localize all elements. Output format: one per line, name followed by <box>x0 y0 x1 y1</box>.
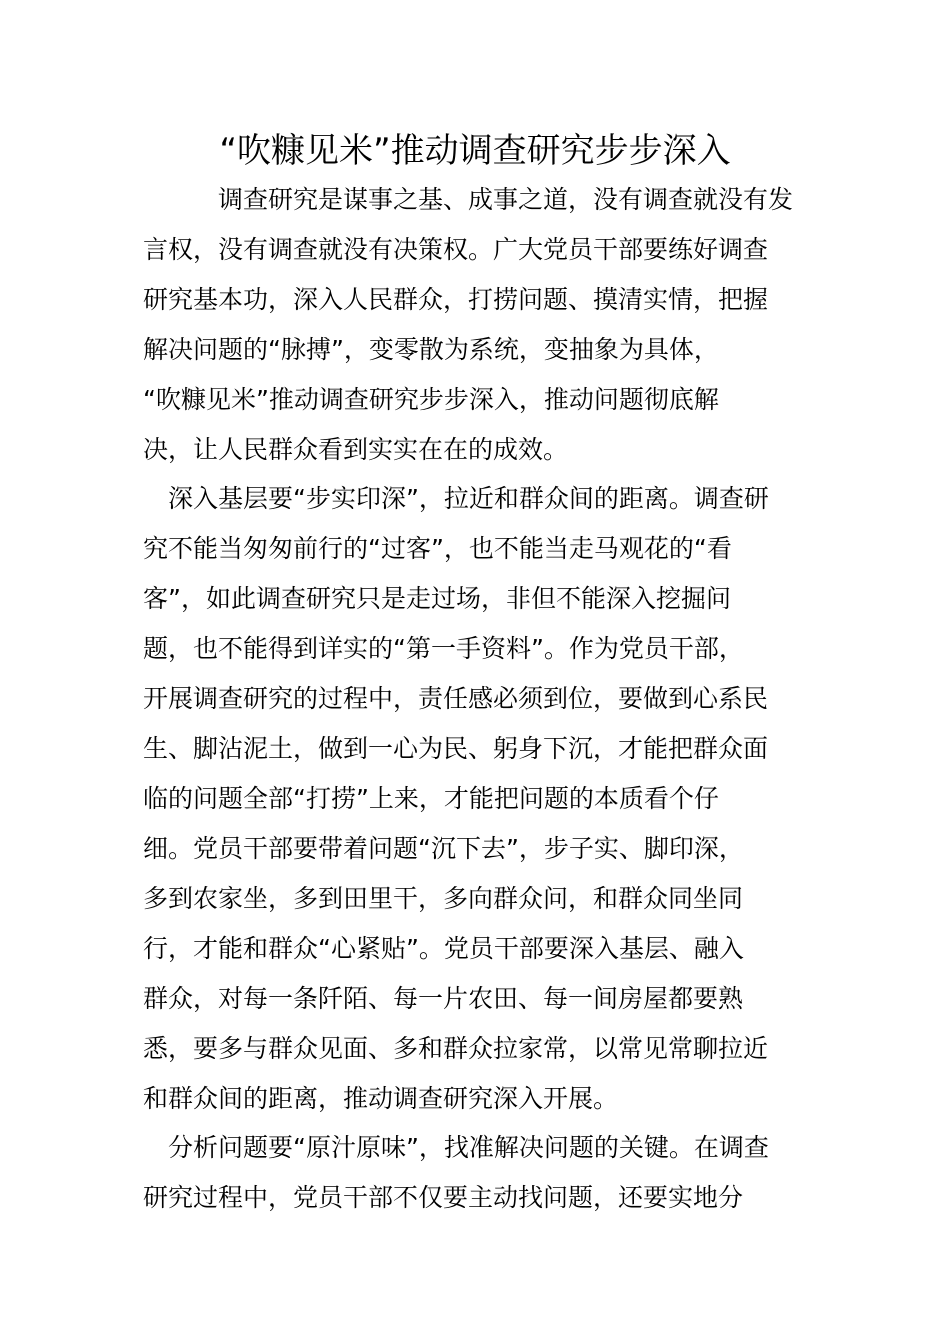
paragraph-2-line-7: 临的问题全部“打捞”上来，才能把问题的本质看个仔 <box>143 784 719 813</box>
paragraph-1-line-2: 言权，没有调查就没有决策权。广大党员干部要练好调查 <box>143 235 769 264</box>
paragraph-1-line-3: 研究基本功，深入人民群众，打捞问题、摸清实情，把握 <box>143 285 769 314</box>
paragraph-2-line-11: 群众，对每一条阡陌、每一片农田、每一间房屋都要熟 <box>143 984 744 1013</box>
paragraph-2-line-10: 行，才能和群众“心紧贴”。党员干部要深入基层、融入 <box>143 934 744 963</box>
paragraph-1-line-6: 决，让人民群众看到实实在在的成效。 <box>143 435 569 464</box>
paragraph-2-line-9: 多到农家坐，多到田里干，多向群众问，和群众同坐同 <box>143 884 744 913</box>
paragraph-3-line-2: 研究过程中，党员干部不仅要主动找问题，还要实地分 <box>143 1183 744 1212</box>
paragraph-3-line-1: 分析问题要“原汁原味”，找准解决问题的关键。在调查 <box>168 1133 769 1162</box>
paragraph-2-line-1: 深入基层要“步实印深”，拉近和群众间的距离。调查研 <box>168 484 769 513</box>
paragraph-2-line-2: 究不能当匆匆前行的“过客”，也不能当走马观花的“看 <box>143 534 732 563</box>
paragraph-2-line-3: 客”，如此调查研究只是走过场，非但不能深入挖掘问 <box>143 584 731 613</box>
paragraph-2-line-12: 悉，要多与群众见面、多和群众拉家常，以常见常聊拉近 <box>143 1034 769 1063</box>
paragraph-2-line-6: 生、脚沾泥土，做到一心为民、躬身下沉，才能把群众面 <box>143 734 769 763</box>
paragraph-2-line-13: 和群众间的距离，推动调查研究深入开展。 <box>143 1084 619 1113</box>
paragraph-2-line-5: 开展调查研究的过程中，责任感必须到位，要做到心系民 <box>143 684 769 713</box>
paragraph-1-line-4: 解决问题的“脉搏”，变零散为系统，变抽象为具体， <box>143 335 719 364</box>
paragraph-1-line-1: 调查研究是谋事之基、成事之道，没有调查就没有发 <box>218 185 794 214</box>
paragraph-2-line-8: 细。党员干部要带着问题“沉下去”，步子实、脚印深， <box>143 834 744 863</box>
paragraph-2-line-4: 题，也不能得到详实的“第一手资料”。作为党员干部， <box>143 634 744 663</box>
document-title: “吹糠见米”推动调查研究步步深入 <box>219 131 731 171</box>
paragraph-1-line-5: “吹糠见米”推动调查研究步步深入，推动问题彻底解 <box>143 385 719 414</box>
